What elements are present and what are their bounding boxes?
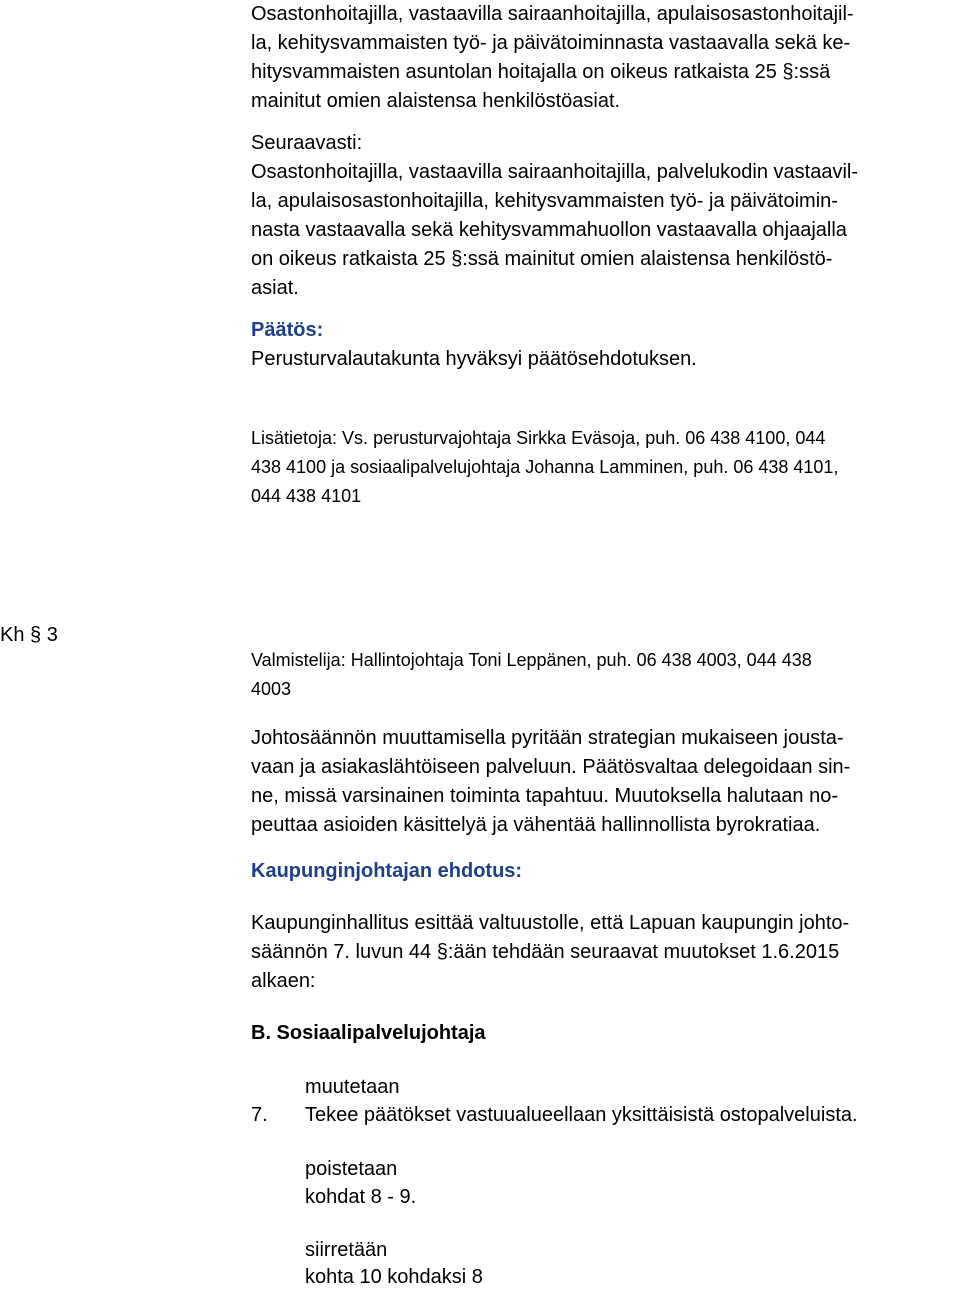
sosiaali-heading: B. Sosiaalipalvelujohtaja <box>251 1022 486 1044</box>
intro-line: hitysvammaisten asuntolan hoitajalla on oikeus ratkaista 25 §:ssä <box>251 61 831 83</box>
johtosaanto-line: vaan ja asiakaslähtöiseen palveluun. Päätösvaltaa delegoidaan sin- <box>251 756 851 778</box>
seuraavasti-line: nasta vastaavalla sekä kehitysvammahuollon vastaavalla ohjaajalla <box>251 219 847 241</box>
seuraavasti-heading: Seuraavasti: <box>251 132 363 154</box>
johtosaanto-paragraph <box>251 724 956 840</box>
intro-line: Osastonhoitajilla, vastaavilla sairaanhoitajilla, apulaisosastonhoitajil- <box>251 3 854 25</box>
poistetaan-label: poistetaan <box>305 1158 398 1180</box>
valmistelija-line: Valmistelija: Hallintojohtaja Toni Leppänen, puh. 06 438 4003, 044 438 <box>251 650 812 670</box>
valmistelija-line: 4003 <box>251 679 292 699</box>
seuraavasti-line: Osastonhoitajilla, vastaavilla sairaanhoitajilla, palvelukodin vastaavil- <box>251 161 858 183</box>
section-label: Kh § 3 <box>0 624 58 646</box>
seuraavasti-line: asiat. <box>251 277 299 299</box>
ehdotus-line: alkaen: <box>251 970 316 992</box>
intro-line: mainitut omien alaistensa henkilöstöasiat. <box>251 90 621 112</box>
muutetaan-label: muutetaan <box>305 1076 400 1098</box>
ehdotus-line: säännön 7. luvun 44 §:ään tehdään seuraavat muutokset 1.6.2015 <box>251 941 840 963</box>
seuraavasti-line: on oikeus ratkaista 25 §:ssä mainitut omien alaistensa henkilöstö- <box>251 248 833 270</box>
intro-line: la, kehitysvammaisten työ- ja päivätoiminnasta vastaavalla sekä ke- <box>251 32 851 54</box>
johtosaanto-line: Johtosäännön muuttamisella pyritään strategian mukaiseen jousta- <box>251 727 844 749</box>
intro-paragraph <box>251 0 956 116</box>
seuraavasti-line: la, apulaisosastonhoitajilla, kehitysvammaisten työ- ja päivätoimin- <box>251 190 838 212</box>
valmistelija-paragraph <box>251 646 956 704</box>
ehdotus-heading: Kaupunginjohtajan ehdotus: <box>251 860 523 882</box>
lisatietoja-line: Lisätietoja: Vs. perusturvajohtaja Sirkka Eväsoja, puh. 06 438 4100, 044 <box>251 428 826 448</box>
ehdotus-section <box>251 857 956 886</box>
ehdotus-line: Kaupunginhallitus esittää valtuustolle, että Lapuan kaupungin johto- <box>251 912 850 934</box>
ehdotus-paragraph <box>251 909 956 996</box>
paatos-section <box>251 316 956 374</box>
paatos-text: Perusturvalautakunta hyväksyi päätösehdotuksen. <box>251 348 697 370</box>
item-text: Tekee päätökset vastuualueellaan yksittäisistä ostopalveluista. <box>305 1104 858 1126</box>
seuraavasti-paragraph <box>251 129 956 303</box>
siirretaan-label: siirretään <box>305 1239 388 1261</box>
poistetaan-text: kohdat 8 - 9. <box>305 1186 417 1208</box>
lisatietoja-line: 438 4100 ja sosiaalipalvelujohtaja Johanna Lamminen, puh. 06 438 4101, <box>251 457 839 477</box>
lisatietoja-paragraph <box>251 424 956 511</box>
johtosaanto-line: ne, missä varsinainen toiminta tapahtuu. Muutoksella halutaan no- <box>251 785 839 807</box>
item-number: 7. <box>251 1104 268 1126</box>
lisatietoja-line: 044 438 4101 <box>251 486 362 506</box>
sosiaali-section <box>251 1019 956 1048</box>
paatos-heading: Päätös: <box>251 319 324 341</box>
siirretaan-text: kohta 10 kohdaksi 8 <box>305 1266 483 1288</box>
johtosaanto-line: peuttaa asioiden käsittelyä ja vähentää hallinnollista byrokratiaa. <box>251 814 821 836</box>
